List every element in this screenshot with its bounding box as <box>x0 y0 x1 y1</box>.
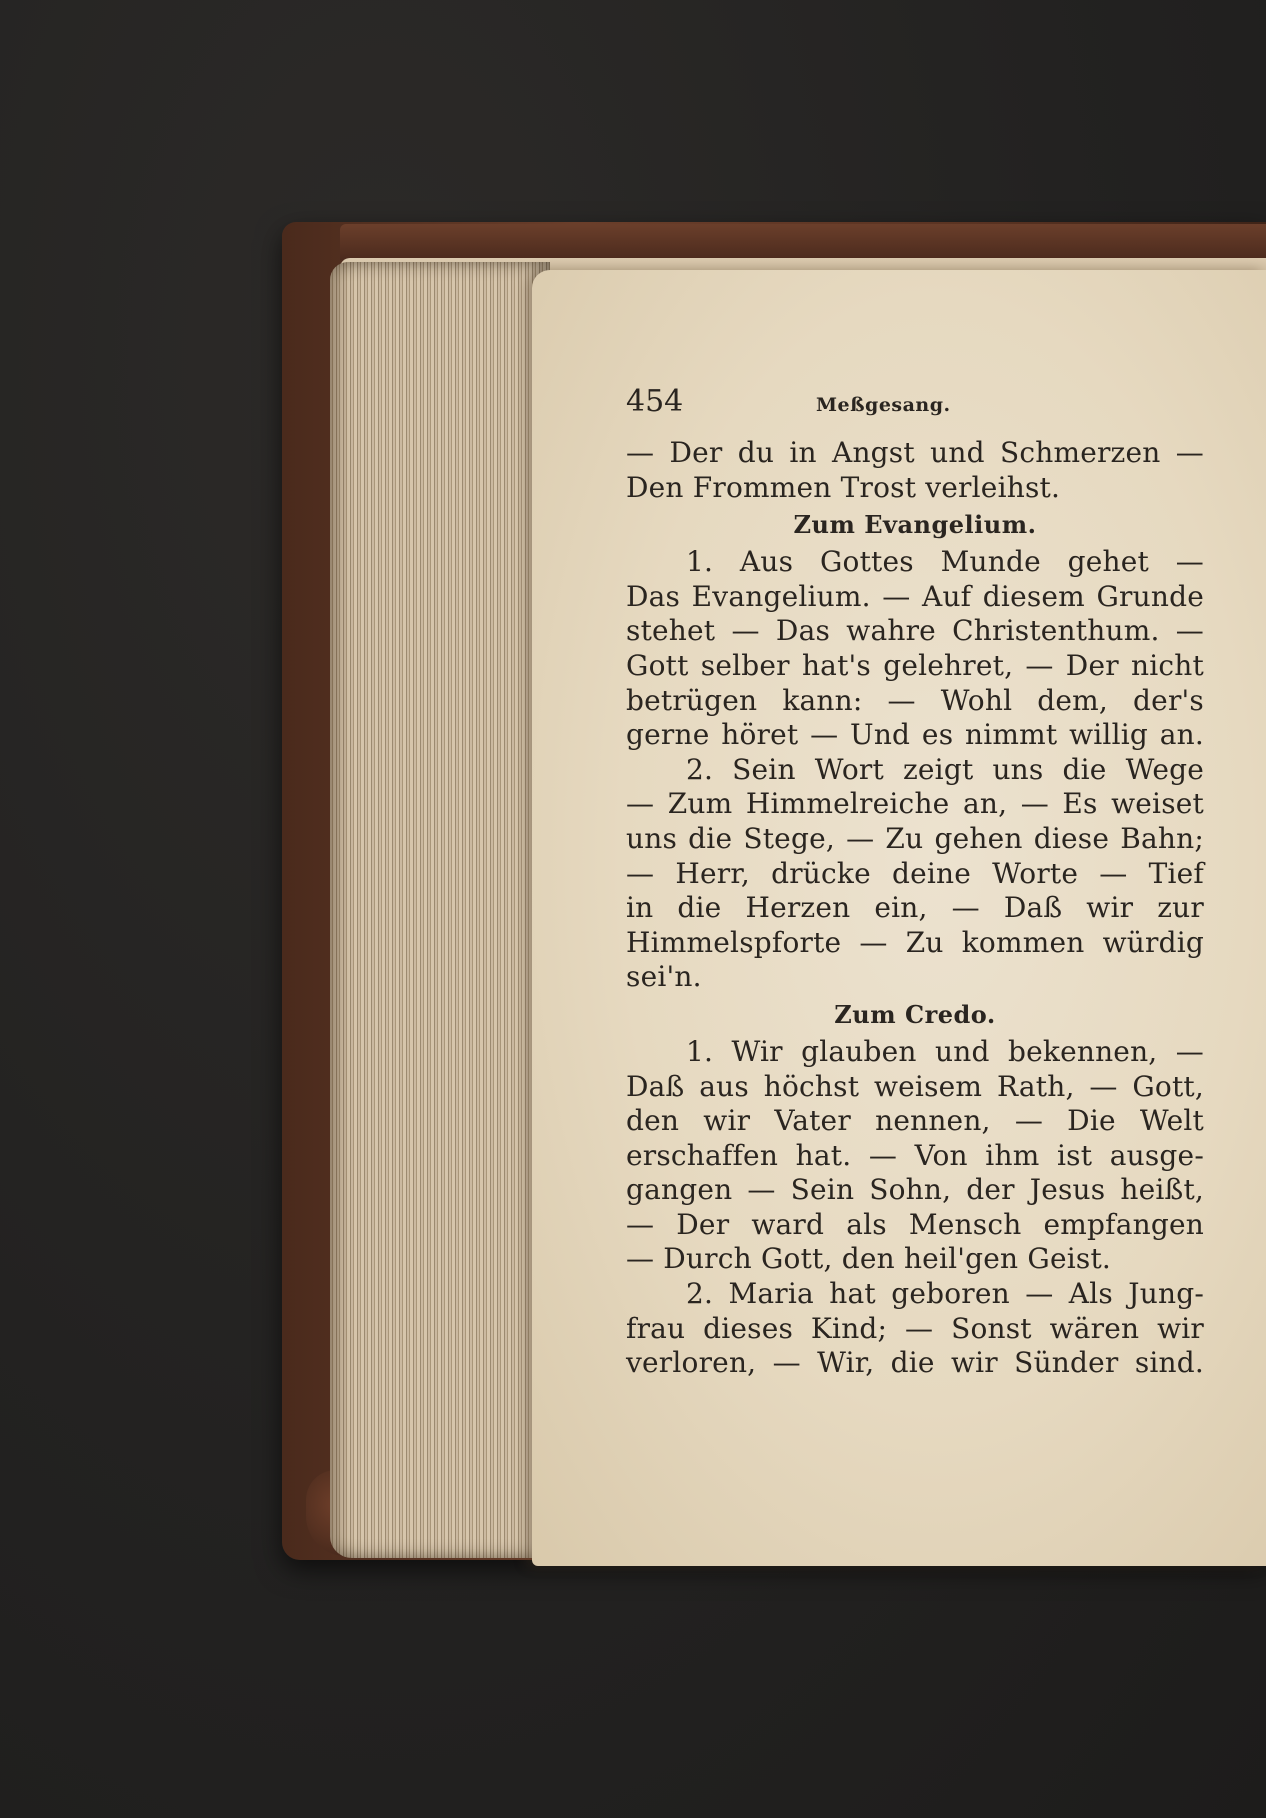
page-edges-stack <box>330 262 550 1558</box>
verse-line: uns die Stege, — Zu gehen diese Bahn; <box>626 821 1204 855</box>
verse-line: den wir Vater nennen, — Die Welt <box>626 1104 1204 1138</box>
text-line: Den Frommen Trost verleihst. <box>626 470 1061 504</box>
verse-line: 1. Aus Gottes Munde gehet — <box>686 545 1204 579</box>
verse-line: 2. Sein Wort zeigt uns die Wege <box>686 752 1204 786</box>
text-line: — Der du in Angst und Schmerzen — <box>626 436 1204 469</box>
verse-line: 1. Wir glauben und bekennen, — <box>686 1034 1204 1068</box>
running-title: Meßgesang. <box>816 394 951 416</box>
verse-line: sei'n. <box>626 960 702 994</box>
verse-line: — Durch Gott, den heil'gen Geist. <box>626 1242 1111 1276</box>
page-text-block <box>626 384 1204 1381</box>
verse-line: in die Herzen ein, — Daß wir zur <box>626 891 1204 925</box>
section-heading-credo: Zum Credo. <box>834 999 996 1029</box>
page-number: 454 <box>626 384 684 419</box>
verse-line: verloren, — Wir, die wir Sünder sind. <box>626 1346 1204 1380</box>
verse-line: betrügen kann: — Wohl dem, der's <box>626 683 1204 717</box>
verse-line: Das Evangelium. — Auf diesem Grunde <box>626 579 1204 613</box>
verse-line: — Herr, drücke deine Worte — Tief <box>626 856 1204 890</box>
verse-line: Daß aus höchst weisem Rath, — Gott, <box>626 1069 1204 1103</box>
running-head <box>626 384 1204 428</box>
verse-line: — Zum Himmelreiche an, — Es weiset <box>626 787 1204 821</box>
verse-line: — Der ward als Mensch empfangen <box>626 1207 1204 1241</box>
verse-line: gangen — Sein Sohn, der Jesus heißt, <box>626 1173 1204 1207</box>
verse-line: erschaffen hat. — Von ihm ist ausge- <box>626 1138 1204 1172</box>
section-heading-evangelium: Zum Evangelium. <box>793 510 1037 540</box>
verse-line: 2. Maria hat geboren — Als Jung- <box>686 1277 1204 1311</box>
verse-line: Gott selber hat's gelehret, — Der nicht <box>626 648 1204 682</box>
verse-line: frau dieses Kind; — Sonst wären wir <box>626 1311 1204 1345</box>
book-cover-top-edge <box>340 224 1266 260</box>
verse-line: gerne höret — Und es nimmt willig an. <box>626 718 1204 752</box>
verse-line: Himmelspforte — Zu kommen würdig <box>626 925 1204 959</box>
verse-line: stehet — Das wahre Christenthum. — <box>626 614 1204 648</box>
